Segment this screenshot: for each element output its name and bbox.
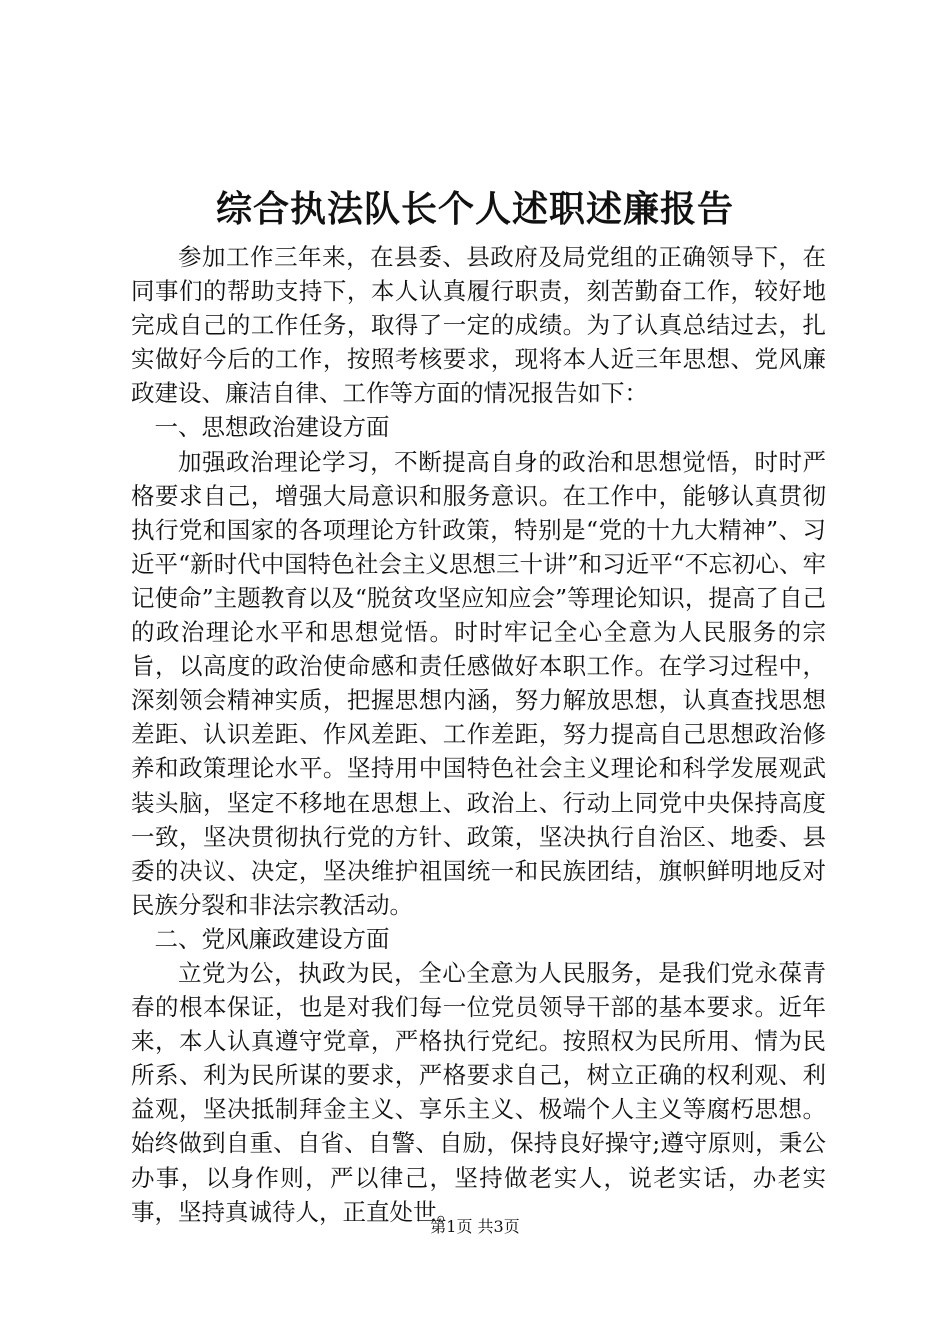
document-title: 综合执法队长个人述职述廉报告 (215, 188, 734, 230)
document-body (131, 240, 826, 1229)
section-heading-2: 二、党风廉政建设方面 (154, 924, 390, 953)
section-paragraph-1: 加强政治理论学习，不断提高自身的政治和思想觉悟，时时严格要求自己，增强大局意识和服务意识。在工作中，能够认真贯彻执行党和国家的各项理论方针政策，特别是“党的十九大精神”、习近平“新时代中国特色社会主义思想三十讲”和习近平“不忘初心、牢记使命”主题教育以及“脱贫攻坚应知应会”等理论知识，提高了自己的政治理论水平和思想觉悟。时时牢记全心全意为人民服务的宗旨，以高度的政治使命感和责任感做好本职工作。在学习过程中，深刻领会精神实质，把握思想内涵，努力解放思想，认真查找思想差距、认识差距、作风差距、工作差距，努力提高自己思想政治修养和政策理论水平。坚持用中国特色社会主义理论和科学发展观武装头脑，坚定不移地在思想上、政治上、行动上同党中央保持高度一致，坚决贯彻执行党的方针、政策，坚决执行自治区、地委、县委的决议、决定，坚决维护祖国统一和民族团结，旗帜鲜明地反对民族分裂和非法宗教活动。 (131, 447, 826, 919)
intro-paragraph: 参加工作三年来，在县委、县政府及局党组的正确领导下，在同事们的帮助支持下，本人认真履行职责，刻苦勤奋工作，较好地完成自己的工作任务，取得了一定的成绩。为了认真总结过去，扎实做好今后的工作，按照考核要求，现将本人近三年思想、党风廉政建设、廉洁自律、工作等方面的情况报告如下： (131, 243, 826, 408)
section-heading-1: 一、思想政治建设方面 (154, 413, 390, 442)
section-paragraph-2: 立党为公，执政为民，全心全意为人民服务，是我们党永葆青春的根本保证，也是对我们每一位党员领导干部的基本要求。近年来，本人认真遵守党章，严格执行党纪。按照权为民所用、情为民所系、利为民所谋的要求，严格要求自己，树立正确的权利观、利益观，坚决抵制拜金主义、享乐主义、极端个人主义等腐朽思想。始终做到自重、自省、自警、自励，保持良好操守;遵守原则，秉公办事，以身作则，严以律己，坚持做老实人，说老实话，办老实事，坚持真诚待人，正直处世。 (131, 958, 826, 1226)
page-footer: 第1页 共3页 (430, 1217, 520, 1236)
